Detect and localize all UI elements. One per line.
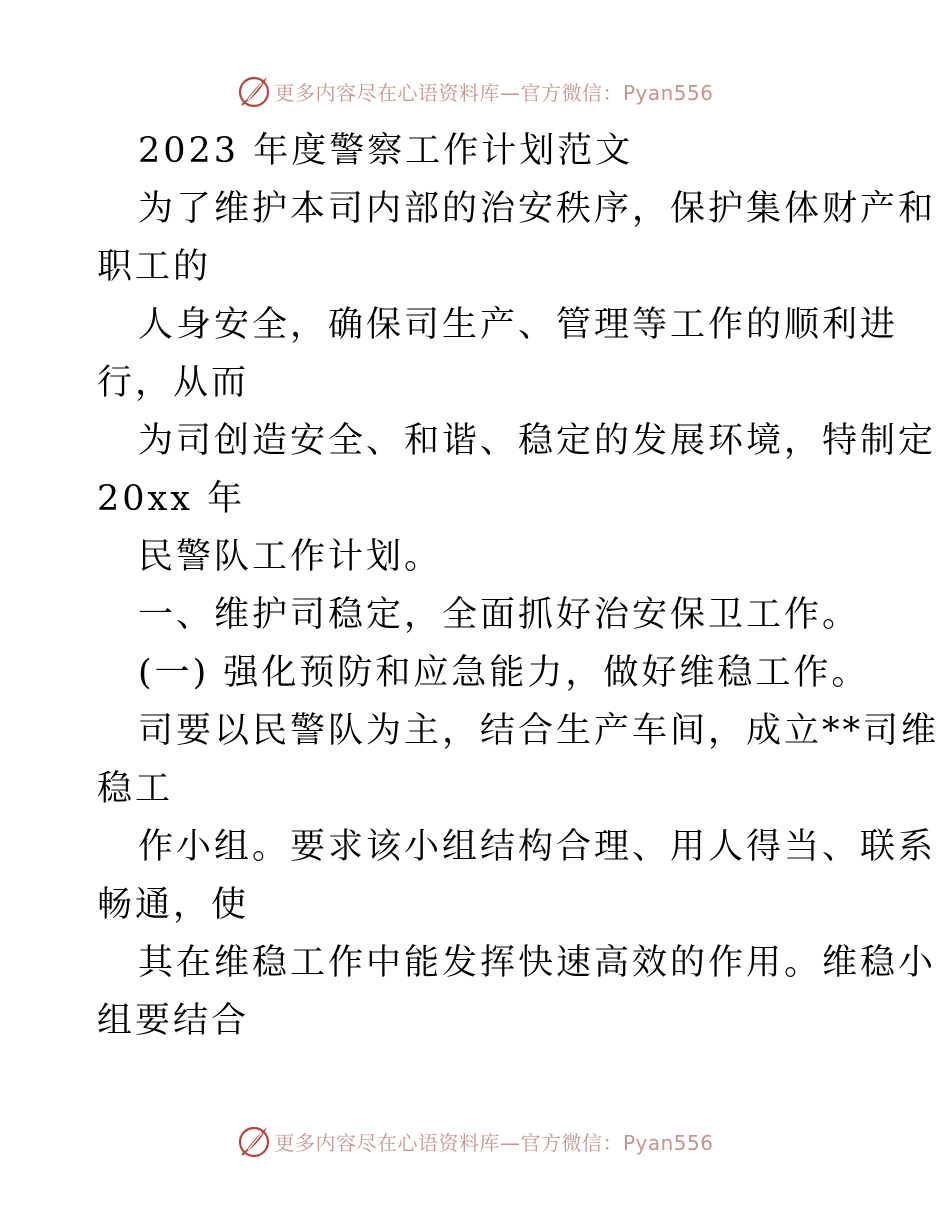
- watermark-text: 更多内容尽在心语资料库—官方微信：Pyan556: [274, 1130, 714, 1155]
- paragraph-line: 其在维稳工作中能发挥快速高效的作用。维稳小: [138, 943, 937, 983]
- watermark-text: 更多内容尽在心语资料库—官方微信：Pyan556: [274, 80, 714, 105]
- paragraph-line: 稳工: [97, 769, 174, 809]
- footer-watermark: [0, 1123, 950, 1159]
- quill-pen-logo-icon: [236, 1123, 272, 1159]
- paragraph-line: 畅通，使: [97, 885, 250, 925]
- paragraph-line: 职工的: [97, 247, 212, 287]
- quill-pen-logo-icon: [236, 73, 272, 109]
- paragraph-line: 行，从而: [97, 363, 250, 403]
- paragraph-line: 民警队工作计划。: [138, 537, 443, 577]
- paragraph-line: 组要结合: [97, 1001, 250, 1041]
- header-watermark: [0, 73, 950, 109]
- paragraph-line: 人身安全，确保司生产、管理等工作的顺利进: [138, 305, 899, 345]
- subsection-heading: (一) 强化预防和应急能力，做好维稳工作。: [138, 653, 870, 693]
- paragraph-line: 司要以民警队为主，结合生产车间，成立**司维: [138, 711, 940, 751]
- paragraph-line: 作小组。要求该小组结构合理、用人得当、联系: [138, 827, 937, 867]
- document-body: [97, 122, 940, 1050]
- paragraph-line: 为了维护本司内部的治安秩序，保护集体财产和: [138, 189, 937, 229]
- paragraph-line: 20xx 年: [97, 479, 246, 519]
- paragraph-line: 为司创造安全、和谐、稳定的发展环境，特制定: [138, 421, 937, 461]
- section-heading: 一、维护司稳定，全面抓好治安保卫工作。: [138, 595, 861, 635]
- document-title: 2023 年度警察工作计划范文: [138, 131, 634, 171]
